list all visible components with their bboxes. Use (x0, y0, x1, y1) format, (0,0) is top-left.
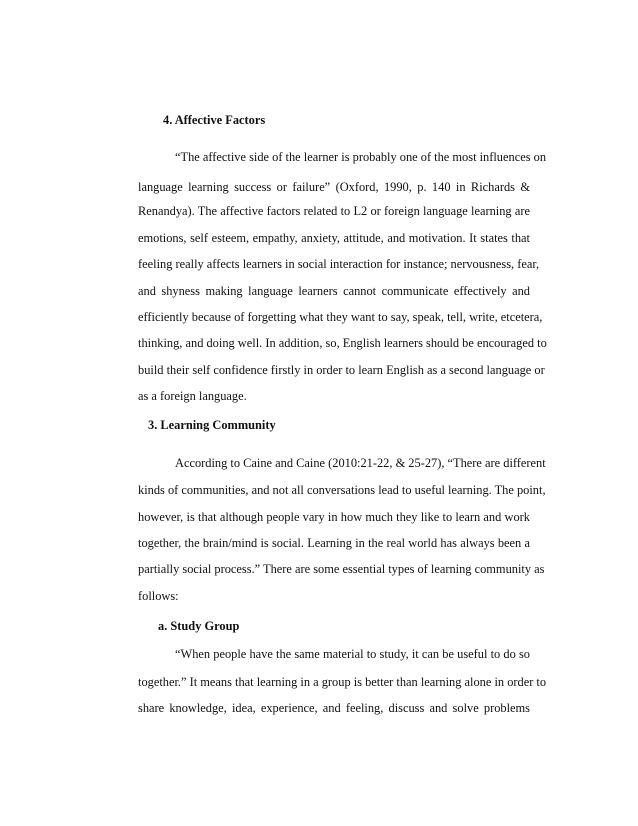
paragraph-line: together, the brain/mind is social. Learning in the real world has always been a (138, 536, 530, 550)
paragraph-line: “The affective side of the learner is probably one of the most influences on (175, 150, 547, 164)
paragraph-line: Renandya). The affective factors related to L2 or foreign language learning are (138, 204, 530, 218)
paragraph-line: together.” It means that learning in a group is better than learning alone in order to (138, 675, 547, 689)
section-heading-learning-community: 3. Learning Community (148, 418, 276, 432)
section-heading-affective-factors: 4. Affective Factors (163, 113, 266, 127)
paragraph-line: as a foreign language. (138, 389, 247, 403)
paragraph-line: partially social process.” There are some essential types of learning community as (138, 562, 545, 576)
paragraph-line: According to Caine and Caine (2010:21-22, & 25-27), “There are different (175, 456, 546, 470)
paragraph-line: build their self confidence firstly in order to learn English as a second language or (138, 363, 545, 377)
paragraph-line: language learning success or failure” (Oxford, 1990, p. 140 in Richards & (138, 180, 530, 194)
paragraph-line: kinds of communities, and not all conversations lead to useful learning. The point, (138, 483, 546, 497)
paragraph-line: share knowledge, idea, experience, and feeling, discuss and solve problems (138, 701, 530, 715)
paragraph-line: however, is that although people vary in how much they like to learn and work (138, 510, 530, 524)
paragraph-line: emotions, self esteem, empathy, anxiety, attitude, and motivation. It states that (138, 231, 530, 245)
subsection-heading-study-group: a. Study Group (158, 619, 240, 633)
paragraph-line: efficiently because of forgetting what they want to say, speak, tell, write, etcetera, (138, 310, 543, 324)
paragraph-line: “When people have the same material to study, it can be useful to do so (175, 647, 530, 661)
paragraph-line: feeling really affects learners in social interaction for instance; nervousness, fear, (138, 257, 540, 271)
paragraph-line: thinking, and doing well. In addition, so, English learners should be encouraged to (138, 336, 547, 350)
paragraph-line: follows: (138, 589, 179, 603)
paragraph-line: and shyness making language learners cannot communicate effectively and (138, 284, 530, 298)
